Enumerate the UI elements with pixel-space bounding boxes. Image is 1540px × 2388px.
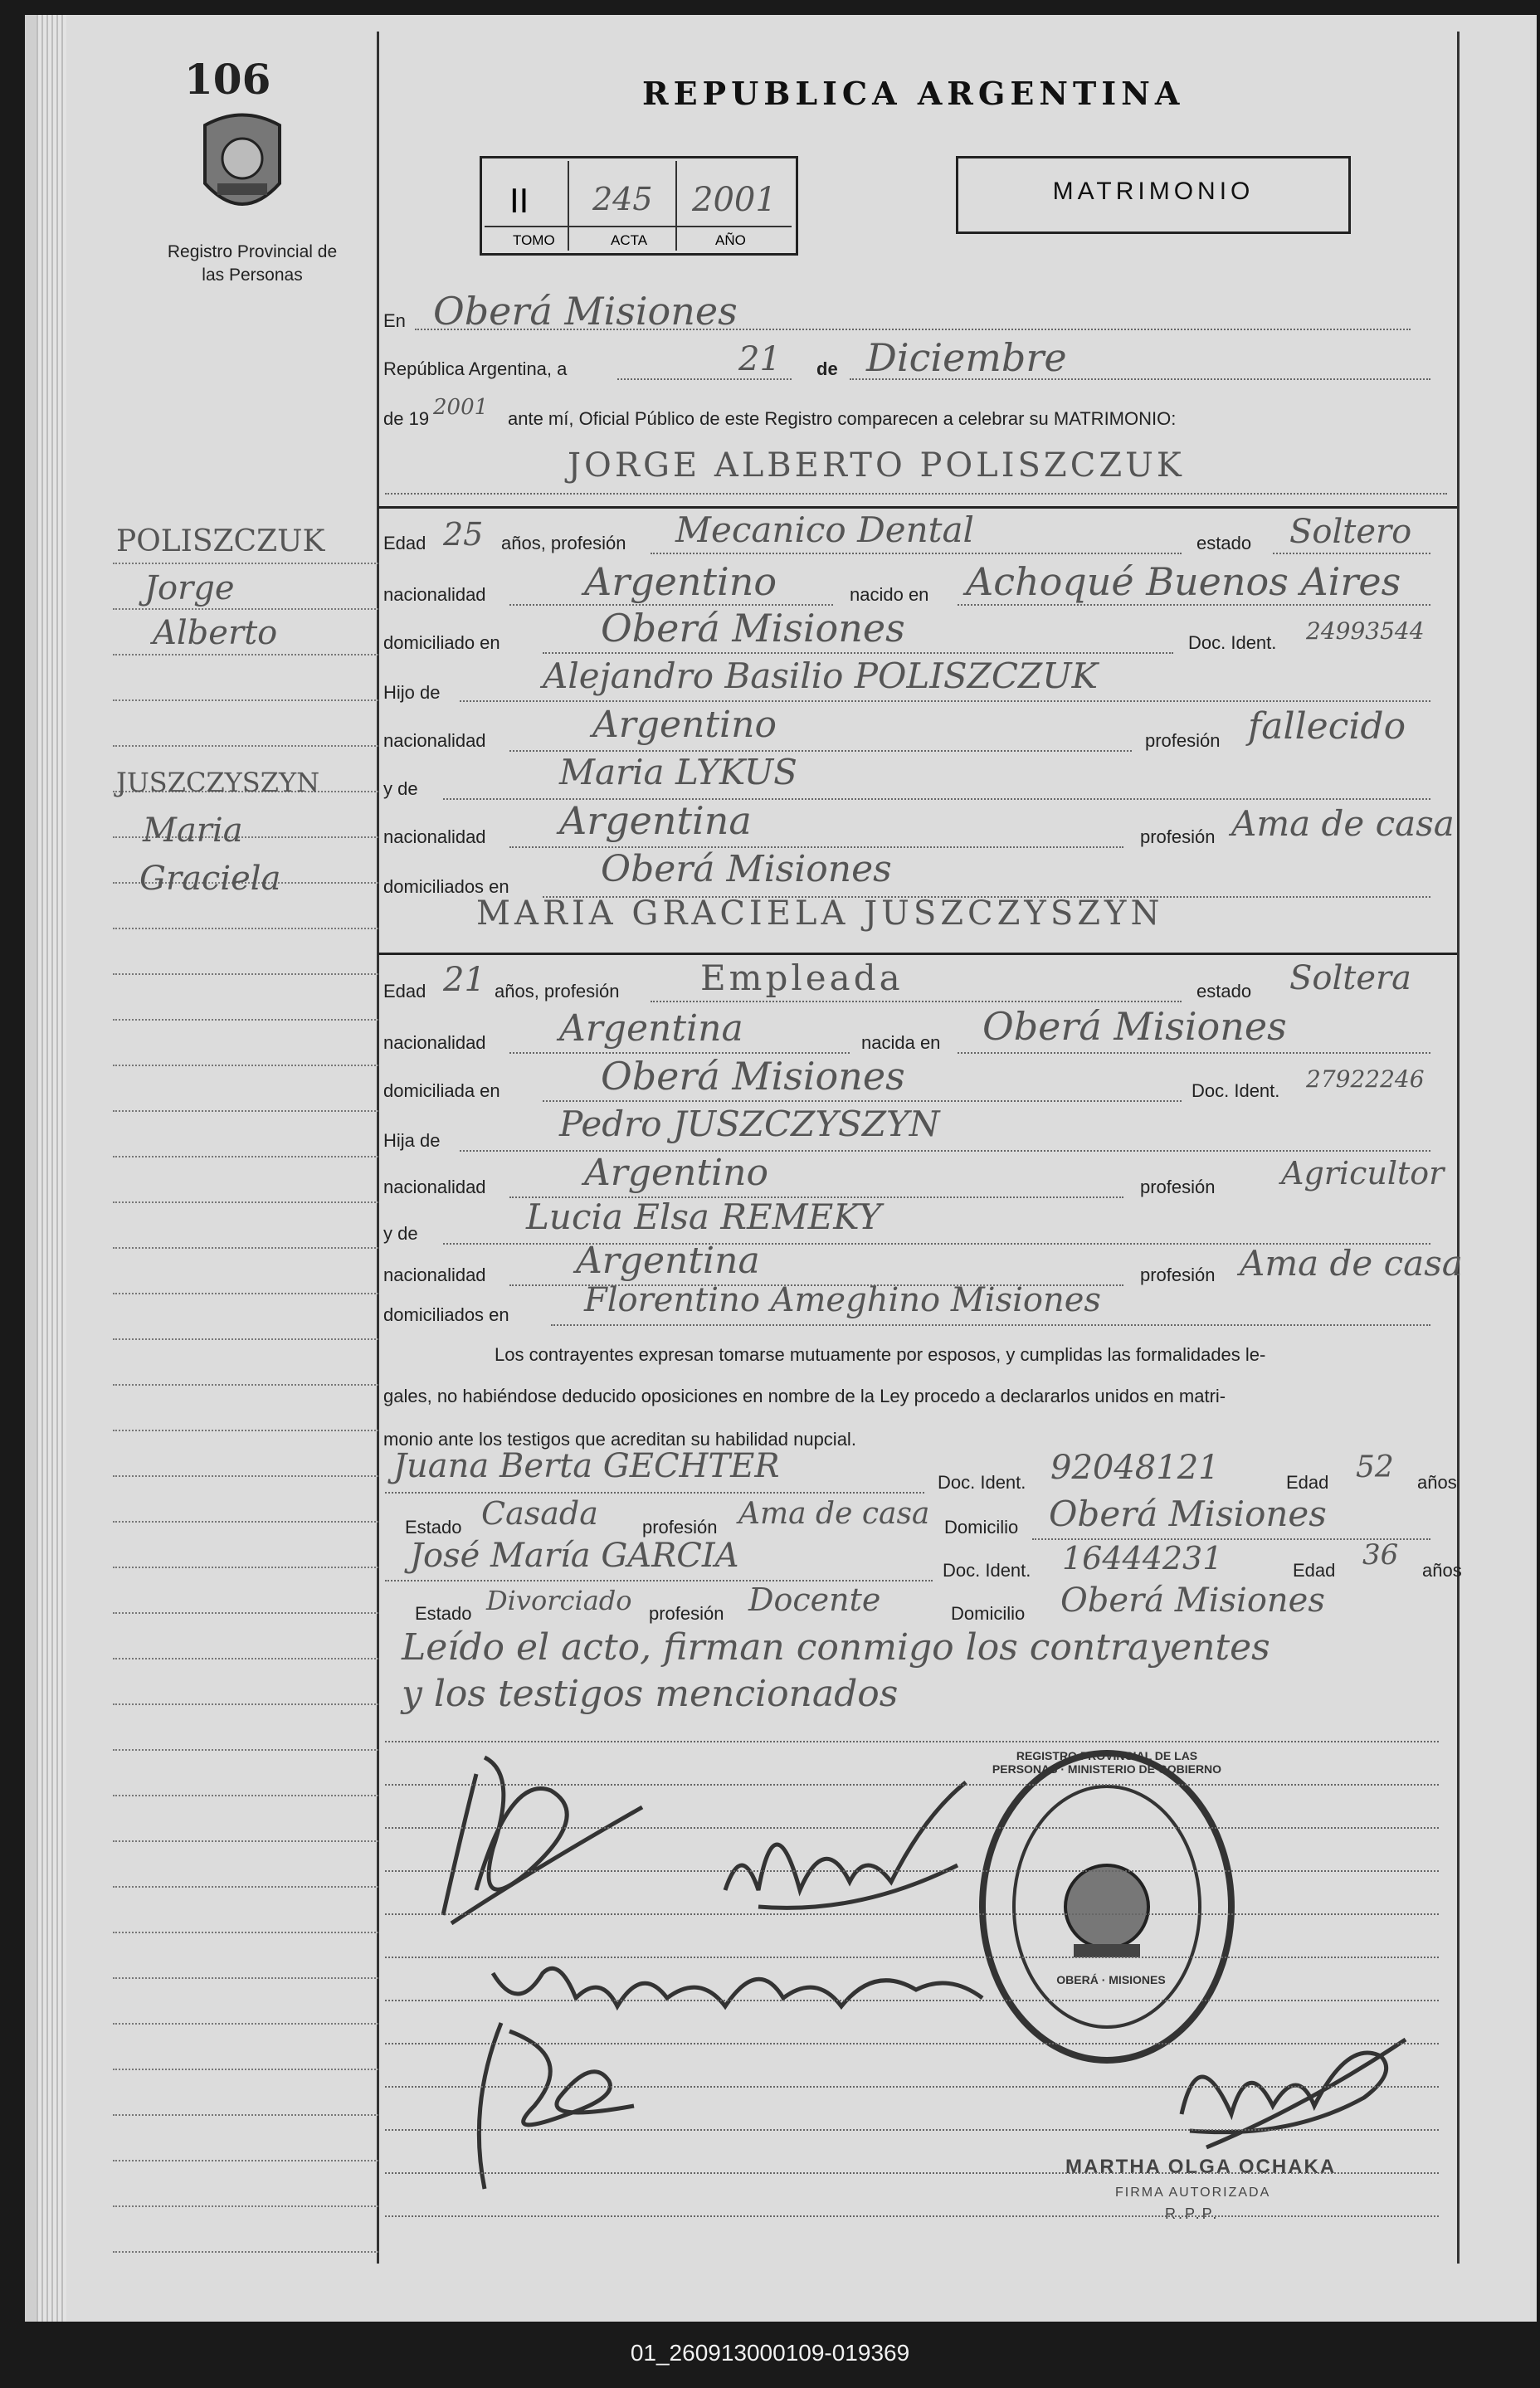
groom-estado-label: estado xyxy=(1196,533,1252,553)
body-rule xyxy=(385,2043,1439,2044)
groom-profession: Mecanico Dental xyxy=(675,509,974,550)
field-line xyxy=(543,652,1173,654)
intro-statement: ante mí, Oficial Público de este Registro comparecen a celebrar su MATRIMONIO: xyxy=(508,408,1177,429)
body-rule xyxy=(385,2129,1439,2131)
de-label: de xyxy=(816,358,838,379)
witness2-prof-label: profesión xyxy=(649,1603,724,1624)
ano-value: 2001 xyxy=(692,181,777,219)
intro-year: 2001 xyxy=(433,395,489,420)
bride-estado: Soltera xyxy=(1289,959,1411,997)
margin-rule xyxy=(113,1977,378,1979)
year-prefix: de 19 xyxy=(383,408,430,429)
margin-groom-first: Jorge xyxy=(144,569,235,607)
field-line xyxy=(958,604,1430,606)
groom-mother-prof-label: profesión xyxy=(1140,826,1216,847)
margin-rule xyxy=(113,1338,378,1340)
margin-rule xyxy=(113,1658,378,1659)
stamp-ring-text: REGISTRO PROVINCIAL DE LAS PERSONAS · MINISTERIO DE GOBIERNO xyxy=(992,1749,1222,1776)
bride-signature-icon xyxy=(692,1766,1007,1948)
bride-age: 21 xyxy=(443,961,485,999)
bride-nacida-label: nacida en xyxy=(861,1032,941,1053)
groom-yde-label: y de xyxy=(383,778,418,799)
groom-doc: 24993544 xyxy=(1306,617,1425,645)
groom-fullname: JORGE ALBERTO POLISZCZUK xyxy=(568,446,1185,485)
witness1-estado: Casada xyxy=(481,1495,598,1532)
bride-hija-label: Hija de xyxy=(383,1130,441,1151)
acta-value: 245 xyxy=(592,181,653,217)
margin-rule xyxy=(113,1795,378,1796)
bride-mother-prof: Ama de casa xyxy=(1240,1243,1463,1284)
witness1-doc-label: Doc. Ident. xyxy=(938,1472,1026,1493)
bride-nac-label: nacionalidad xyxy=(383,1032,486,1053)
margin-rule xyxy=(113,1247,378,1249)
bride-mother: Lucia Elsa REMEKY xyxy=(526,1196,882,1237)
page-stack-edge xyxy=(37,15,66,2322)
margin-rule xyxy=(113,1384,378,1386)
act-type: MATRIMONIO xyxy=(1052,178,1255,205)
margin-rule xyxy=(113,928,378,929)
groom-father-nac-label: nacionalidad xyxy=(383,730,486,751)
page-number: 106 xyxy=(184,55,271,104)
margin-rule xyxy=(113,2114,378,2116)
groom-hijo-label: Hijo de xyxy=(383,682,441,703)
witness1-dom: Oberá Misiones xyxy=(1049,1494,1327,1534)
margin-rule xyxy=(113,563,378,564)
official-org: R.P.P. xyxy=(1165,2205,1220,2222)
witness2-doc-label: Doc. Ident. xyxy=(943,1560,1031,1581)
bride-father-prof-label: profesión xyxy=(1140,1177,1216,1197)
margin-rule xyxy=(113,608,378,610)
witness2-dom-label: Domicilio xyxy=(951,1603,1026,1624)
margin-bride-surname: JUSZCZYSZYN xyxy=(116,767,320,798)
margin-rule xyxy=(113,1293,378,1294)
margin-rule xyxy=(113,1019,378,1021)
groom-mother-prof: Ama de casa xyxy=(1231,803,1455,844)
bride-doc: 27922246 xyxy=(1306,1065,1425,1093)
box-divider xyxy=(485,226,792,227)
intro-month: Diciembre xyxy=(866,335,1067,380)
closing-line-2: y los testigos mencionados xyxy=(402,1673,899,1715)
bride-mother-nac-label: nacionalidad xyxy=(383,1265,486,1285)
field-line xyxy=(617,378,792,380)
witness1-prof: Ama de casa xyxy=(738,1497,930,1531)
margin-rule xyxy=(113,1110,378,1112)
bride-doc-label: Doc. Ident. xyxy=(1192,1080,1280,1101)
bride-edad-label: Edad xyxy=(383,981,426,1001)
witness2-anos-label: años xyxy=(1422,1560,1462,1581)
bride-fullname: MARIA GRACIELA JUSZCZYSZYN xyxy=(476,894,1164,933)
witness1-name: Juana Berta GECHTER xyxy=(393,1447,780,1485)
witness1-edad-label: Edad xyxy=(1286,1472,1329,1493)
margin-rule xyxy=(113,2069,378,2070)
margin-rule xyxy=(113,745,378,747)
margin-rule xyxy=(113,1475,378,1477)
declaration-line-1: Los contrayentes expresan tomarse mutuamente por esposos, y cumplidas las formalidades le- xyxy=(495,1344,1266,1365)
field-line xyxy=(385,1492,924,1494)
field-line xyxy=(543,1100,1182,1102)
margin-rule xyxy=(113,1886,378,1888)
field-line xyxy=(651,553,1182,554)
groom-mother-nac-label: nacionalidad xyxy=(383,826,486,847)
groom-edad-label: Edad xyxy=(383,533,426,553)
groom-domicile: Oberá Misiones xyxy=(601,606,905,651)
witness1-estado-label: Estado xyxy=(405,1517,462,1538)
margin-rule xyxy=(113,699,378,701)
witness2-age: 36 xyxy=(1362,1538,1399,1572)
margin-rule xyxy=(113,1430,378,1431)
margin-bride-second: Graciela xyxy=(139,860,281,898)
witness-signature-2-icon xyxy=(451,2006,667,2205)
witness1-prof-label: profesión xyxy=(642,1517,718,1538)
margin-groom-surname: POLISZCZUK xyxy=(116,524,325,558)
bride-nationality: Argentina xyxy=(559,1007,743,1050)
groom-age: 25 xyxy=(443,516,484,553)
bride-dom-label: domiciliada en xyxy=(383,1080,500,1101)
groom-parents-dom-label: domiciliados en xyxy=(383,876,509,897)
body-rule xyxy=(385,2000,1439,2001)
bride-parents-dom-label: domiciliados en xyxy=(383,1304,509,1325)
witness2-doc: 16444231 xyxy=(1062,1540,1223,1577)
margin-rule xyxy=(113,2205,378,2207)
field-line xyxy=(551,1324,1430,1326)
margin-rule xyxy=(113,1567,378,1568)
acta-label: ACTA xyxy=(611,232,648,248)
margin-rule xyxy=(113,2160,378,2161)
official-name: MARTHA OLGA OCHAKA xyxy=(1065,2156,1337,2178)
registry-name: Registro Provincial de las Personas xyxy=(167,242,338,285)
groom-parents-dom: Oberá Misiones xyxy=(601,848,892,890)
witness2-estado: Divorciado xyxy=(486,1585,632,1616)
bride-profession: Empleada xyxy=(700,958,904,998)
right-border xyxy=(1457,32,1460,2264)
bride-father-nac-label: nacionalidad xyxy=(383,1177,486,1197)
witness1-anos-label: años xyxy=(1417,1472,1457,1493)
groom-nationality: Argentino xyxy=(584,559,777,604)
margin-rule xyxy=(113,1612,378,1614)
bride-mother-prof-label: profesión xyxy=(1140,1265,1216,1285)
witness1-dom-label: Domicilio xyxy=(944,1517,1019,1538)
groom-father-prof-label: profesión xyxy=(1145,730,1221,751)
image-id: 01_260913000109-019369 xyxy=(630,2340,910,2366)
country-title: REPUBLICA ARGENTINA xyxy=(642,75,1185,112)
bride-mother-nat: Argentina xyxy=(576,1240,760,1282)
field-line xyxy=(460,700,1430,702)
closing-line-1: Leído el acto, firman conmigo los contrayentes xyxy=(402,1626,1270,1669)
margin-groom-second: Alberto xyxy=(153,614,278,652)
tomo-label: TOMO xyxy=(513,232,555,248)
bride-father: Pedro JUSZCZYSZYN xyxy=(559,1104,940,1144)
tomo-value: II xyxy=(509,181,529,220)
groom-doc-label: Doc. Ident. xyxy=(1188,632,1277,653)
groom-anos-label: años, profesión xyxy=(501,533,626,553)
margin-rule xyxy=(113,1521,378,1523)
margin-rule xyxy=(113,973,378,975)
margin-rule xyxy=(113,654,378,655)
groom-father-nat: Argentino xyxy=(592,704,777,746)
ano-label: AÑO xyxy=(715,232,746,248)
body-rule xyxy=(385,1827,1439,1829)
provincial-seal-icon xyxy=(192,105,292,229)
groom-birthplace: Achoqué Buenos Aires xyxy=(966,559,1401,604)
section-rule xyxy=(378,953,1457,955)
margin-divider xyxy=(377,32,379,2264)
groom-nac-label: nacionalidad xyxy=(383,584,486,605)
intro-day: 21 xyxy=(738,340,781,378)
body-rule xyxy=(385,1784,1439,1786)
bride-estado-label: estado xyxy=(1196,981,1252,1001)
groom-father-prof: fallecido xyxy=(1248,705,1406,748)
margin-rule xyxy=(113,1156,378,1157)
bride-anos-label: años, profesión xyxy=(495,981,620,1001)
en-label: En xyxy=(383,310,406,331)
margin-bride-first: Maria xyxy=(143,811,243,850)
stamp-center-text: OBERÁ · MISIONES xyxy=(1056,1973,1166,1986)
field-line xyxy=(415,329,1411,330)
body-rule xyxy=(385,2086,1439,2088)
bride-parents-dom: Florentino Ameghino Misiones xyxy=(584,1281,1101,1319)
declaration-line-2: gales, no habiéndose deducido oposiciones en nombre de la Ley procedo a declararlos unidos en matri- xyxy=(383,1386,1226,1406)
witness2-prof: Docente xyxy=(748,1581,881,1618)
groom-nacido-label: nacido en xyxy=(850,584,929,605)
official-signature-icon xyxy=(1165,2006,1414,2172)
register-page xyxy=(25,15,1537,2322)
witness2-name: José María GARCIA xyxy=(410,1537,739,1575)
margin-rule xyxy=(113,1840,378,1842)
witness1-doc: 92048121 xyxy=(1050,1449,1220,1487)
body-rule xyxy=(385,1957,1439,1958)
section-rule xyxy=(378,506,1457,509)
body-rule xyxy=(385,1741,1439,1742)
groom-estado: Soltero xyxy=(1289,513,1412,551)
bride-father-prof: Agricultor xyxy=(1281,1155,1445,1192)
margin-rule xyxy=(113,2251,378,2253)
margin-rule xyxy=(113,1749,378,1751)
witness2-edad-label: Edad xyxy=(1293,1560,1336,1581)
margin-rule xyxy=(113,1201,378,1203)
field-line xyxy=(958,1052,1430,1054)
field-line xyxy=(1273,553,1430,554)
declaration-line-3: monio ante los testigos que acreditan su habilidad nupcial. xyxy=(383,1429,856,1450)
groom-mother-nat: Argentina xyxy=(559,798,752,843)
body-rule xyxy=(385,2172,1439,2174)
witness2-dom: Oberá Misiones xyxy=(1060,1581,1325,1620)
bride-yde-label: y de xyxy=(383,1223,418,1244)
official-title: FIRMA AUTORIZADA xyxy=(1115,2186,1271,2200)
groom-signature-icon xyxy=(426,1724,700,1973)
box-divider xyxy=(675,161,677,251)
field-line xyxy=(385,493,1447,495)
groom-mother: Maria LYKUS xyxy=(559,752,797,792)
field-line xyxy=(651,1001,1182,1002)
body-rule xyxy=(385,1870,1439,1872)
field-line xyxy=(850,378,1430,380)
groom-dom-label: domiciliado en xyxy=(383,632,500,653)
margin-rule xyxy=(113,1932,378,1933)
margin-rule xyxy=(113,2023,378,2025)
witness1-age: 52 xyxy=(1356,1450,1394,1484)
body-rule xyxy=(385,1913,1439,1915)
body-rule xyxy=(385,2215,1439,2217)
margin-rule xyxy=(113,1703,378,1705)
witness2-estado-label: Estado xyxy=(415,1603,472,1624)
bride-birthplace: Oberá Misiones xyxy=(982,1004,1287,1049)
groom-father: Alejandro Basilio POLISZCZUK xyxy=(543,655,1098,696)
republica-label: República Argentina, a xyxy=(383,358,568,379)
margin-rule xyxy=(113,1065,378,1066)
bride-father-nat: Argentino xyxy=(584,1152,768,1194)
bride-domicile: Oberá Misiones xyxy=(601,1054,905,1099)
intro-place: Oberá Misiones xyxy=(433,289,738,334)
box-divider xyxy=(568,161,569,251)
